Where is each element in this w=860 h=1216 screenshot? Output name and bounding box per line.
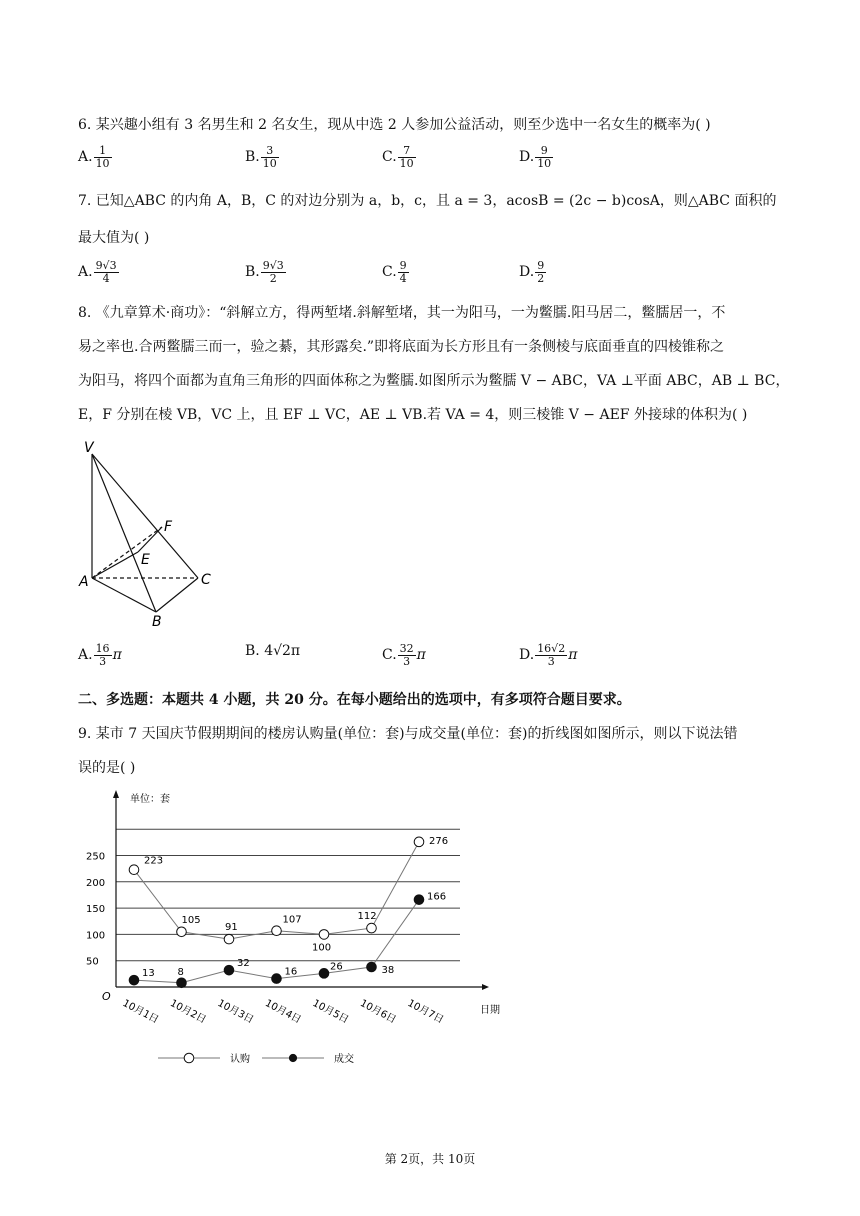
edge-EF [138, 527, 162, 552]
data-label: 276 [429, 835, 449, 847]
x-tick-label: 10月7日 [405, 997, 446, 1027]
legend-label-transaction: 成交 [334, 1054, 354, 1065]
label-F: F [164, 519, 173, 535]
label-V: V [84, 440, 94, 456]
fraction-denominator: 4 [399, 271, 407, 285]
data-label: 8 [177, 966, 184, 978]
option-fraction [94, 145, 112, 169]
option-fraction [535, 260, 546, 284]
fraction-denominator: 10 [262, 156, 277, 170]
fraction-numerator: 9 [399, 259, 407, 272]
option-label: D. [519, 647, 535, 664]
fraction-numerator: 9 [535, 145, 553, 158]
data-point [367, 923, 377, 933]
fraction-denominator: 10 [537, 156, 552, 170]
data-label: 16 [284, 966, 298, 978]
option-fraction [398, 260, 409, 284]
edge-AE [92, 552, 138, 578]
option-label: D. [519, 264, 535, 281]
option-a [78, 145, 113, 169]
origin-label: O [102, 990, 111, 1003]
data-label: 26 [330, 961, 343, 973]
data-point [129, 975, 139, 985]
x-tick-label: 10月6日 [358, 997, 398, 1027]
q9-stem-line2: 误的是( ) [78, 760, 136, 776]
data-label: 91 [225, 922, 238, 934]
data-point [414, 895, 424, 905]
y-unit-label: 单位：套 [130, 794, 170, 805]
data-label: 107 [282, 914, 302, 926]
x-axis-label: 日期 [480, 1005, 500, 1016]
y-tick-label: 100 [86, 930, 106, 942]
option-fraction [535, 145, 553, 169]
option-b [245, 643, 300, 659]
edge-AF-hidden [92, 527, 162, 578]
edge-BC [156, 578, 198, 612]
option-b [245, 145, 280, 169]
option-d [519, 260, 547, 284]
fraction-denominator: 10 [399, 156, 414, 170]
option-label: C. [382, 149, 397, 166]
series-line-subscription [134, 842, 419, 939]
data-point [367, 962, 377, 972]
option-label: C. [382, 647, 397, 664]
option-label: A. [78, 149, 93, 166]
y-tick-label: 50 [86, 956, 99, 968]
q7-stem-line2: 最大值为( ) [78, 230, 150, 246]
option-c [382, 145, 417, 169]
label-C: C [201, 572, 211, 588]
data-point [319, 969, 329, 979]
y-tick-label: 250 [86, 851, 106, 863]
option-fraction [398, 145, 416, 169]
x-tick-label: 10月5日 [310, 997, 351, 1027]
y-tick-label: 150 [86, 904, 106, 916]
label-A: A [79, 574, 89, 590]
section-heading: 二、多选题：本题共 4 小题，共 20 分。在每小题给出的选项中，有多项符合题目要求。 [78, 692, 631, 708]
y-axis-arrow [113, 790, 119, 798]
legend-marker-subscription [184, 1053, 194, 1063]
q9-stem-line1: 9. 某市 7 天国庆节假期期间的楼房认购量(单位：套)与成交量(单位：套)的折线图如图所示，则以下说法错 [78, 726, 738, 742]
option-d [519, 643, 577, 667]
option-d [519, 145, 554, 169]
option-label: C. [382, 264, 397, 281]
data-label: 166 [427, 891, 447, 903]
option-suffix: π [112, 647, 122, 664]
option-fraction [535, 643, 567, 667]
option-label: A. [78, 647, 93, 664]
data-label: 223 [144, 855, 164, 867]
data-point [414, 837, 424, 847]
option-label: B. [245, 264, 260, 281]
data-point [177, 927, 187, 937]
x-tick-label: 10月1日 [120, 997, 161, 1027]
option-suffix: π [568, 647, 578, 664]
x-tick-label: 10月3日 [215, 997, 256, 1027]
label-E: E [141, 552, 150, 568]
option-c [382, 643, 426, 667]
option-b [245, 260, 287, 284]
fraction-numerator: 9√3 [95, 259, 117, 272]
fraction-numerator: 16√2 [537, 642, 566, 655]
page-footer: 第 2页，共 10页 [384, 1152, 476, 1166]
fraction-numerator: 9 [537, 259, 545, 272]
option-label: B. [245, 643, 260, 659]
fraction-denominator: 2 [537, 271, 545, 285]
data-point [177, 978, 187, 988]
fraction-denominator: 4 [102, 271, 110, 285]
q8-stem-line4: E，F 分别在棱 VB，VC 上，且 EF ⊥ VC，AE ⊥ VB.若 VA = 4，则三棱锥 V − AEF 外接球的体积为( ) [78, 407, 748, 423]
fraction-numerator: 7 [398, 145, 416, 158]
fraction-numerator: 9√3 [262, 259, 284, 272]
fraction-denominator: 2 [269, 271, 277, 285]
fraction-denominator: 10 [95, 156, 110, 170]
q8-stem-line1: 8. 《九章算术·商功》：“斜解立方，得两堑堵.斜解堑堵，其一为阳马，一为鳖臑.阳马居二，鳖臑居一，不 [78, 305, 726, 321]
tetrahedron-figure [74, 436, 224, 628]
option-fraction [94, 643, 112, 667]
data-label: 32 [237, 958, 250, 970]
q8-stem-line2: 易之率也.合两鳖臑三而一，验之綦，其形露矣.”即将底面为长方形且有一条侧棱与底面垂直的四棱锥称之 [78, 339, 725, 355]
q7-stem-line1: 7. 已知△ABC 的内角 A，B，C 的对边分别为 a，b，c，且 a = 3，acosB = (2c − b)cosA，则△ABC 面积的 [78, 193, 777, 209]
option-label: D. [519, 149, 535, 166]
fraction-denominator: 3 [99, 654, 107, 668]
edge-VB [92, 454, 156, 612]
fraction-denominator: 3 [403, 654, 411, 668]
data-label: 112 [357, 911, 377, 923]
option-fraction [94, 260, 119, 284]
x-tick-label: 10月2日 [168, 997, 208, 1027]
x-tick-label: 10月4日 [263, 997, 303, 1027]
q8-stem-line3: 为阳马，将四个面都为直角三角形的四面体称之为鳖臑.如图所示为鳖臑 V − ABC，VA ⊥平面 ABC，AB ⊥ BC， [78, 373, 790, 389]
fraction-numerator: 16 [95, 642, 110, 655]
legend-marker-transaction [289, 1054, 296, 1061]
data-point [129, 865, 139, 875]
data-point [224, 934, 234, 944]
y-tick-label: 200 [86, 877, 106, 889]
data-point [272, 926, 282, 936]
option-a [78, 260, 120, 284]
option-fraction [261, 145, 279, 169]
edge-AB [92, 578, 156, 612]
option-a [78, 643, 122, 667]
data-label: 38 [381, 965, 395, 977]
data-point [224, 965, 234, 975]
fraction-numerator: 32 [399, 642, 414, 655]
option-fraction [398, 643, 416, 667]
data-label: 105 [181, 914, 201, 926]
option-text: 4√2π [259, 643, 301, 659]
data-point [272, 974, 282, 984]
legend-label-subscription: 认购 [230, 1054, 250, 1065]
fraction-denominator: 3 [547, 654, 555, 668]
fraction-numerator: 1 [94, 145, 112, 158]
data-label: 100 [312, 942, 332, 954]
option-suffix: π [416, 647, 426, 664]
data-point [319, 930, 329, 940]
option-label: A. [78, 264, 93, 281]
option-c [382, 260, 410, 284]
x-axis-arrow [482, 984, 489, 990]
fraction-numerator: 3 [261, 145, 279, 158]
q6-stem: 6. 某兴趣小组有 3 名男生和 2 名女生，现从中选 2 人参加公益活动，则至少选中一名女生的概率为( ) [78, 117, 711, 133]
option-fraction [261, 260, 286, 284]
data-label: 13 [142, 968, 155, 980]
label-B: B [152, 614, 162, 628]
option-label: B. [245, 149, 260, 166]
line-chart [80, 782, 520, 1072]
